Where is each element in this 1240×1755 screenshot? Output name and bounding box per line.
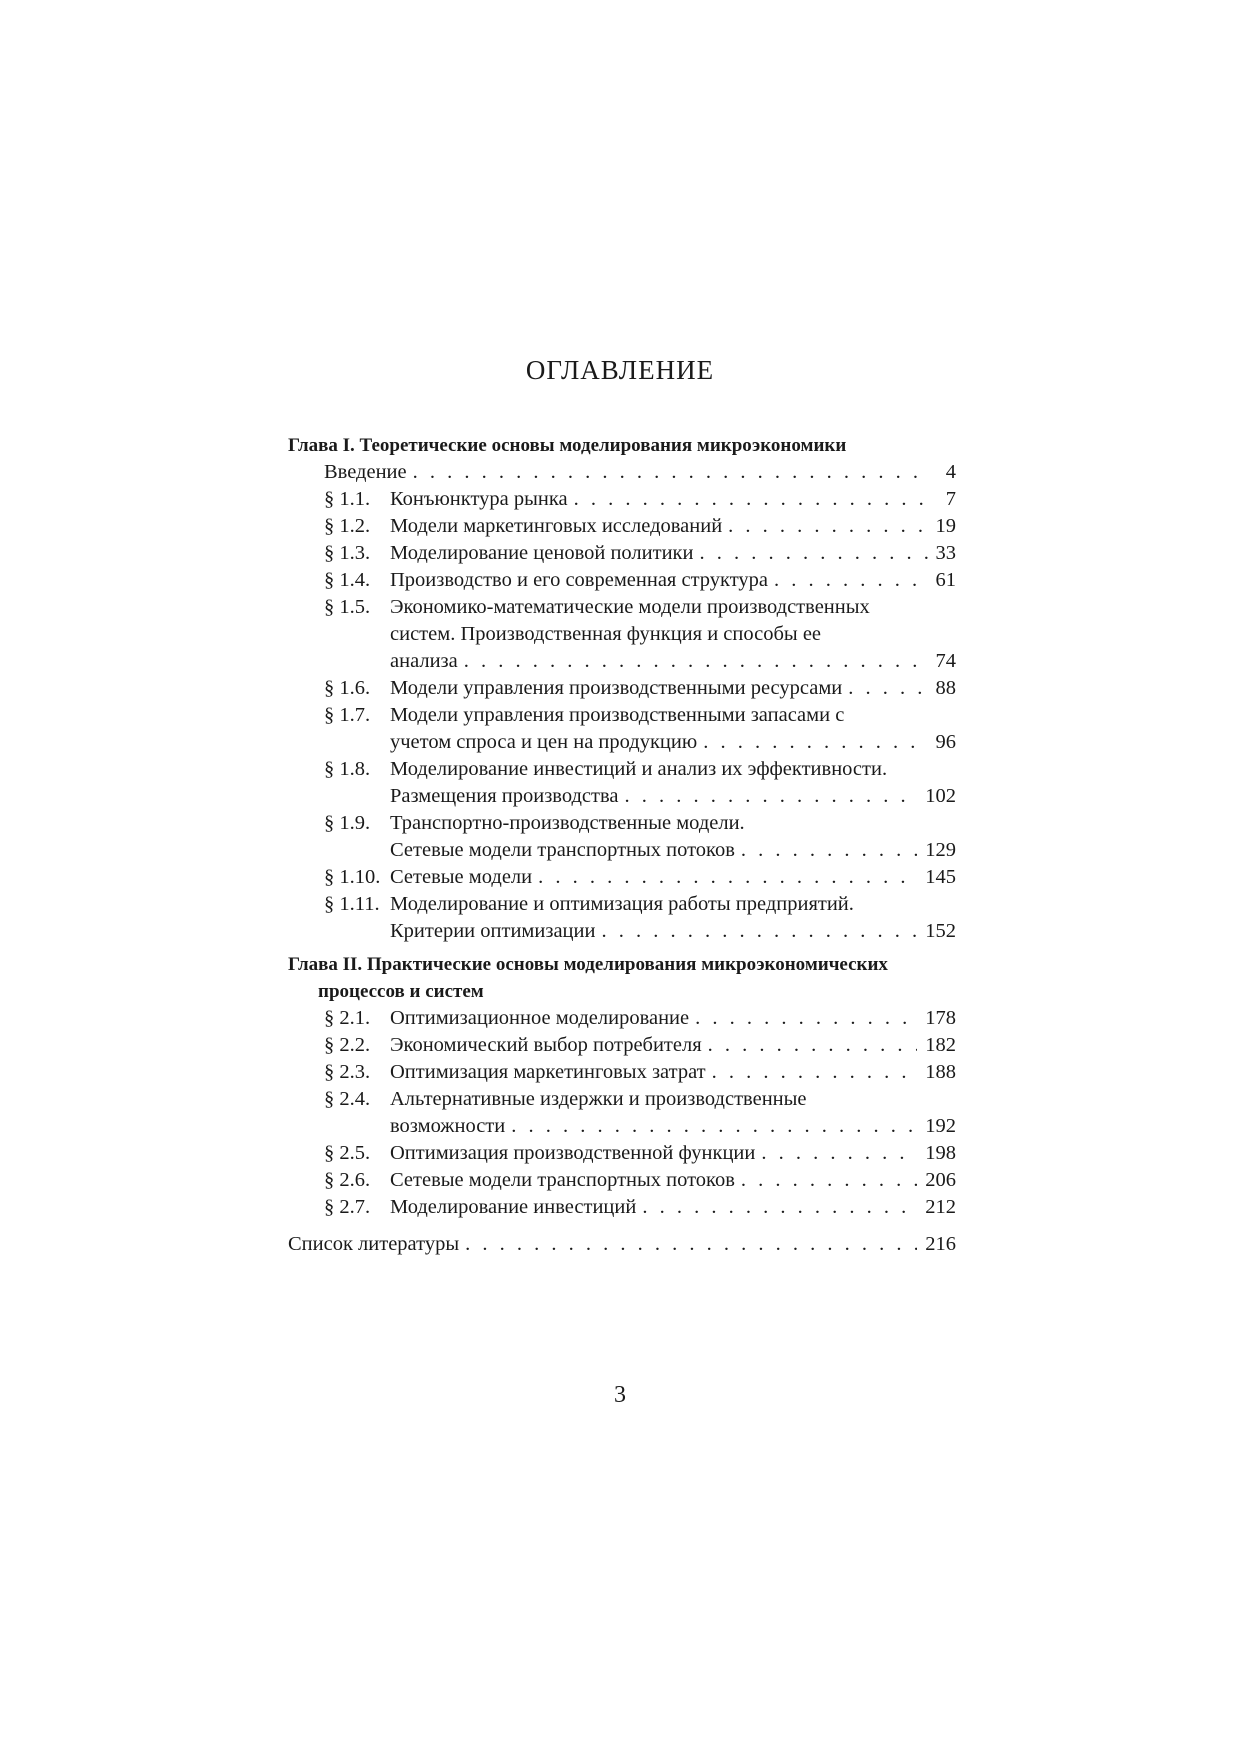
- section-number: § 1.6.: [324, 677, 371, 699]
- section-number: § 1.10.: [324, 866, 381, 888]
- section-number: § 2.5.: [324, 1142, 371, 1164]
- toc-entry-title: Моделирование инвестиций: [390, 1196, 637, 1218]
- toc-entry-title: возможности: [390, 1115, 506, 1137]
- toc-entry[interactable]: [288, 1032, 956, 1059]
- toc-entry-page: 145: [925, 866, 956, 888]
- table-of-contents: [288, 432, 956, 1258]
- toc-entry-page: 212: [925, 1196, 956, 1218]
- toc-entry[interactable]: [288, 513, 956, 540]
- page-number: 3: [614, 1382, 626, 1408]
- toc-entry-page: 198: [925, 1142, 956, 1164]
- toc-entry-title: Размещения производства: [390, 785, 619, 807]
- toc-entry-title: Оптимизация производственной функции: [390, 1142, 756, 1164]
- toc-entry-title: Альтернативные издержки и производственные: [390, 1088, 807, 1110]
- section-number: § 1.5.: [324, 596, 371, 618]
- toc-entry-title: Производство и его современная структура: [390, 569, 768, 591]
- leader-dots: [761, 1140, 917, 1167]
- toc-entry[interactable]: [288, 1059, 956, 1086]
- toc-entry-page: 33: [935, 542, 956, 564]
- toc-entry[interactable]: [288, 1140, 956, 1167]
- toc-entry[interactable]: [288, 1005, 956, 1032]
- section-number: § 2.3.: [324, 1061, 371, 1083]
- toc-entry-bibliography[interactable]: [288, 1231, 956, 1258]
- leader-dots: [695, 1005, 917, 1032]
- toc-entry[interactable]: [288, 864, 956, 891]
- section-number: § 1.9.: [324, 812, 371, 834]
- toc-entry-title: Моделирование ценовой политики: [390, 542, 694, 564]
- toc-entry-page: 7: [945, 488, 956, 510]
- leader-dots: [712, 1059, 918, 1086]
- toc-entry-page: 19: [935, 515, 956, 537]
- section-number: § 2.2.: [324, 1034, 371, 1056]
- chapter-1-entries: [288, 486, 956, 945]
- toc-entry-intro[interactable]: [288, 459, 956, 486]
- toc-entry-page: 88: [935, 677, 956, 699]
- toc-entry-title: Моделирование инвестиций и анализ их эффективности.: [390, 758, 888, 780]
- section-number: § 1.4.: [324, 569, 371, 591]
- toc-entry-title: Список литературы: [288, 1233, 460, 1255]
- section-number: § 1.11.: [324, 893, 380, 915]
- toc-entry-page: 74: [935, 650, 956, 672]
- toc-entry-title: Оптимизация маркетинговых затрат: [390, 1061, 706, 1083]
- toc-entry-page: 188: [925, 1061, 956, 1083]
- toc-entry-title: Сетевые модели: [390, 866, 533, 888]
- toc-entry-title: Модели управления производственными ресурсами: [390, 677, 843, 699]
- toc-entry[interactable]: [288, 486, 956, 513]
- toc-entry-page: 4: [945, 461, 956, 483]
- leader-dots: [741, 837, 917, 864]
- section-number: § 1.2.: [324, 515, 371, 537]
- toc-entry[interactable]: [288, 675, 956, 702]
- toc-entry[interactable]: [288, 567, 956, 594]
- section-number: § 1.7.: [324, 704, 371, 726]
- chapter-2-heading-line-2: процессов и систем: [318, 981, 484, 1002]
- toc-entry-page: 192: [925, 1115, 956, 1137]
- toc-entry-title: Сетевые модели транспортных потоков: [390, 839, 735, 861]
- leader-dots: [625, 783, 918, 810]
- chapter-2-entries: [288, 1005, 956, 1221]
- toc-entry-page: 129: [925, 839, 956, 861]
- section-number: § 2.1.: [324, 1007, 371, 1029]
- toc-entry-page: 206: [925, 1169, 956, 1191]
- section-number: § 1.8.: [324, 758, 371, 780]
- leader-dots: [465, 1231, 917, 1258]
- leader-dots: [574, 486, 928, 513]
- toc-entry-title: Модели управления производственными запасами с: [390, 704, 845, 726]
- chapter-2-heading: [288, 951, 956, 1005]
- section-number: § 2.7.: [324, 1196, 371, 1218]
- toc-entry[interactable]: [288, 594, 956, 675]
- leader-dots: [538, 864, 917, 891]
- leader-dots: [413, 459, 928, 486]
- toc-entry-title: Модели маркетинговых исследований: [390, 515, 723, 537]
- leader-dots: [601, 918, 917, 945]
- page-title: ОГЛАВЛЕНИЕ: [525, 355, 715, 385]
- section-number: § 1.3.: [324, 542, 371, 564]
- toc-entry-page: 96: [935, 731, 956, 753]
- toc-entry-page: 61: [935, 569, 956, 591]
- toc-entry-page: 216: [925, 1233, 956, 1255]
- toc-entry-page: 102: [925, 785, 956, 807]
- section-number: § 2.6.: [324, 1169, 371, 1191]
- leader-dots: [774, 567, 928, 594]
- toc-entry-title: систем. Производственная функция и способы ее: [390, 623, 822, 645]
- toc-entry-page: 152: [925, 920, 956, 942]
- leader-dots: [511, 1113, 917, 1140]
- toc-entry[interactable]: [288, 1086, 956, 1140]
- leader-dots: [728, 513, 927, 540]
- toc-entry[interactable]: [288, 702, 956, 756]
- section-number: § 1.1.: [324, 488, 371, 510]
- toc-entry[interactable]: [288, 1194, 956, 1221]
- toc-entry-title: Транспортно-производственные модели.: [390, 812, 745, 834]
- section-number: § 2.4.: [324, 1088, 371, 1110]
- toc-entry[interactable]: [288, 891, 956, 945]
- chapter-2-heading-line-1: Глава II. Практические основы моделирования микроэкономических: [288, 954, 888, 975]
- toc-entry-title: Моделирование и оптимизация работы предприятий.: [390, 893, 854, 915]
- chapter-1-heading: Глава I. Теоретические основы моделирования микроэкономики: [288, 435, 847, 456]
- leader-dots: [699, 540, 927, 567]
- leader-dots: [642, 1194, 917, 1221]
- toc-entry-title: Экономико-математические модели производственных: [390, 596, 870, 618]
- toc-entry-title: Оптимизационное моделирование: [390, 1007, 690, 1029]
- toc-entry-page: 182: [925, 1034, 956, 1056]
- toc-entry-title: Критерии оптимизации: [390, 920, 596, 942]
- leader-dots: [703, 729, 927, 756]
- leader-dots: [848, 675, 927, 702]
- toc-entry-title: Сетевые модели транспортных потоков: [390, 1169, 735, 1191]
- toc-entry-title: Конъюнктура рынка: [390, 488, 568, 510]
- toc-entry-title: Экономический выбор потребителя: [390, 1034, 702, 1056]
- toc-entry[interactable]: [288, 756, 956, 810]
- toc-entry[interactable]: [288, 540, 956, 567]
- toc-entry-title: анализа: [390, 650, 458, 672]
- toc-entry[interactable]: [288, 810, 956, 864]
- leader-dots: [741, 1167, 917, 1194]
- leader-dots: [708, 1032, 918, 1059]
- toc-entry-title: Введение: [324, 461, 407, 483]
- leader-dots: [464, 648, 928, 675]
- toc-entry-page: 178: [925, 1007, 956, 1029]
- toc-entry-title: учетом спроса и цен на продукцию: [390, 731, 698, 753]
- toc-entry[interactable]: [288, 1167, 956, 1194]
